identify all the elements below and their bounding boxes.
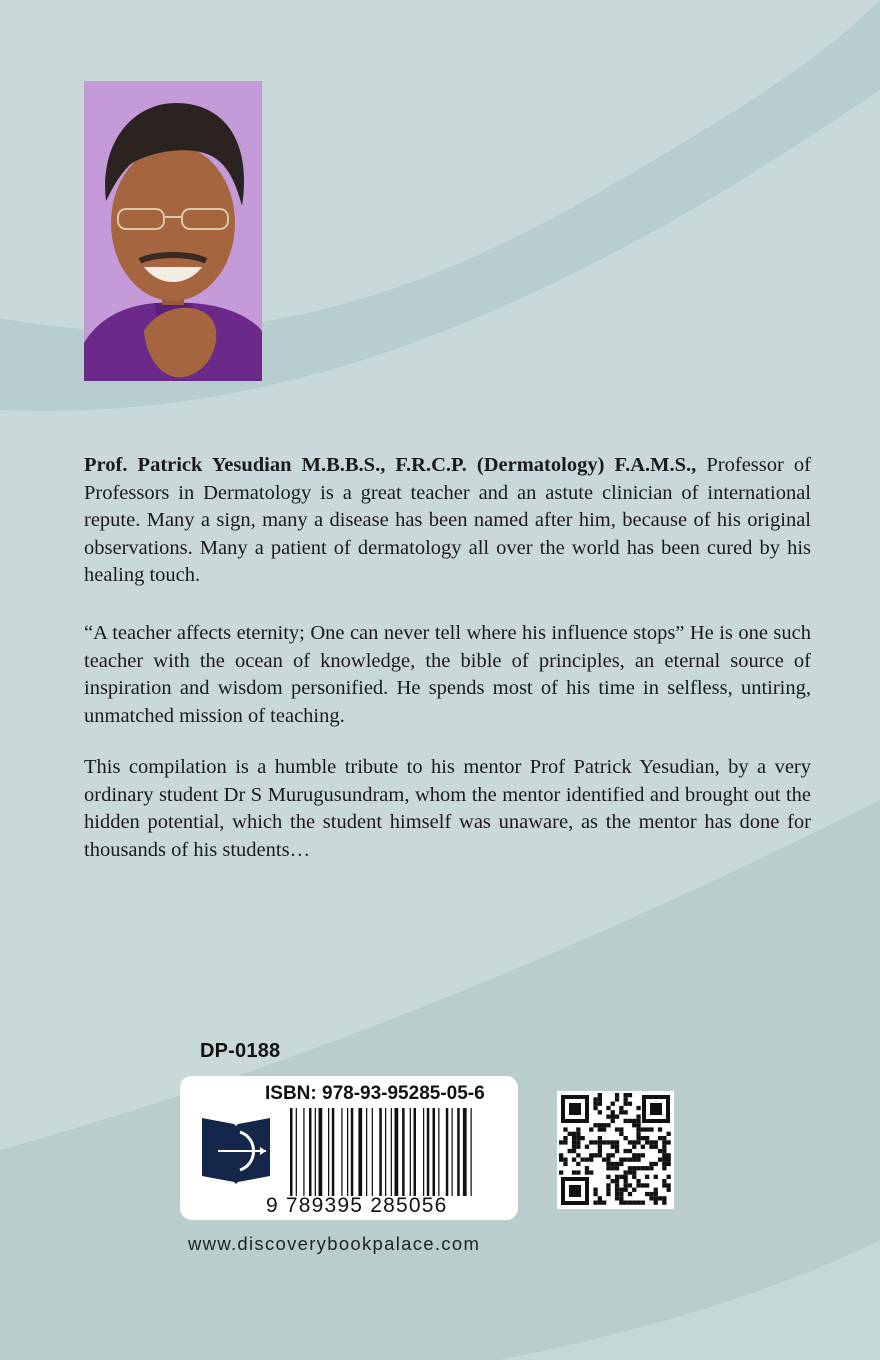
barcode-digits: 9 789395 285056 (266, 1194, 448, 1217)
author-bio-text: Professor of Professors in Dermatology is a great teacher and an astute clinician of international repute. Many a sign, many a disease has been named after him, because of his original observations. Many a patient of dermatology all over the world has been cured by his healing touch. (84, 454, 812, 586)
quote-paragraph: “A teacher affects eternity; One can never tell where his influence stops” He is one such teacher with the ocean of knowledge, the bible of principles, an eternal source of inspiration and wisdom personified. He spends most of his time in selfless, untiring, unmatched mission of teaching. (84, 622, 811, 727)
publisher-website: www.discoverybookpalace.com (188, 1233, 481, 1254)
qr-code (557, 1091, 674, 1209)
author-photo (84, 81, 262, 381)
author-bio-paragraph (84, 452, 811, 590)
barcode (290, 1108, 510, 1196)
isbn-barcode-card (180, 1076, 518, 1220)
publisher-logo-icon (200, 1114, 272, 1188)
isbn-label: ISBN: 978-93-95285-05-6 (265, 1083, 485, 1104)
product-code: DP-0188 (200, 1040, 281, 1062)
author-credentials: Prof. Patrick Yesudian M.B.B.S., F.R.C.P. (Dermatology) F.A.M.S., (84, 454, 697, 476)
tribute-paragraph: This compilation is a humble tribute to his mentor Prof Patrick Yesudian, by a very ordinary student Dr S Murugusundram, whom the mentor identified and brought out the hidden potential, which the student himself was unaware, as the mentor has done for thousands of his students… (84, 756, 811, 861)
